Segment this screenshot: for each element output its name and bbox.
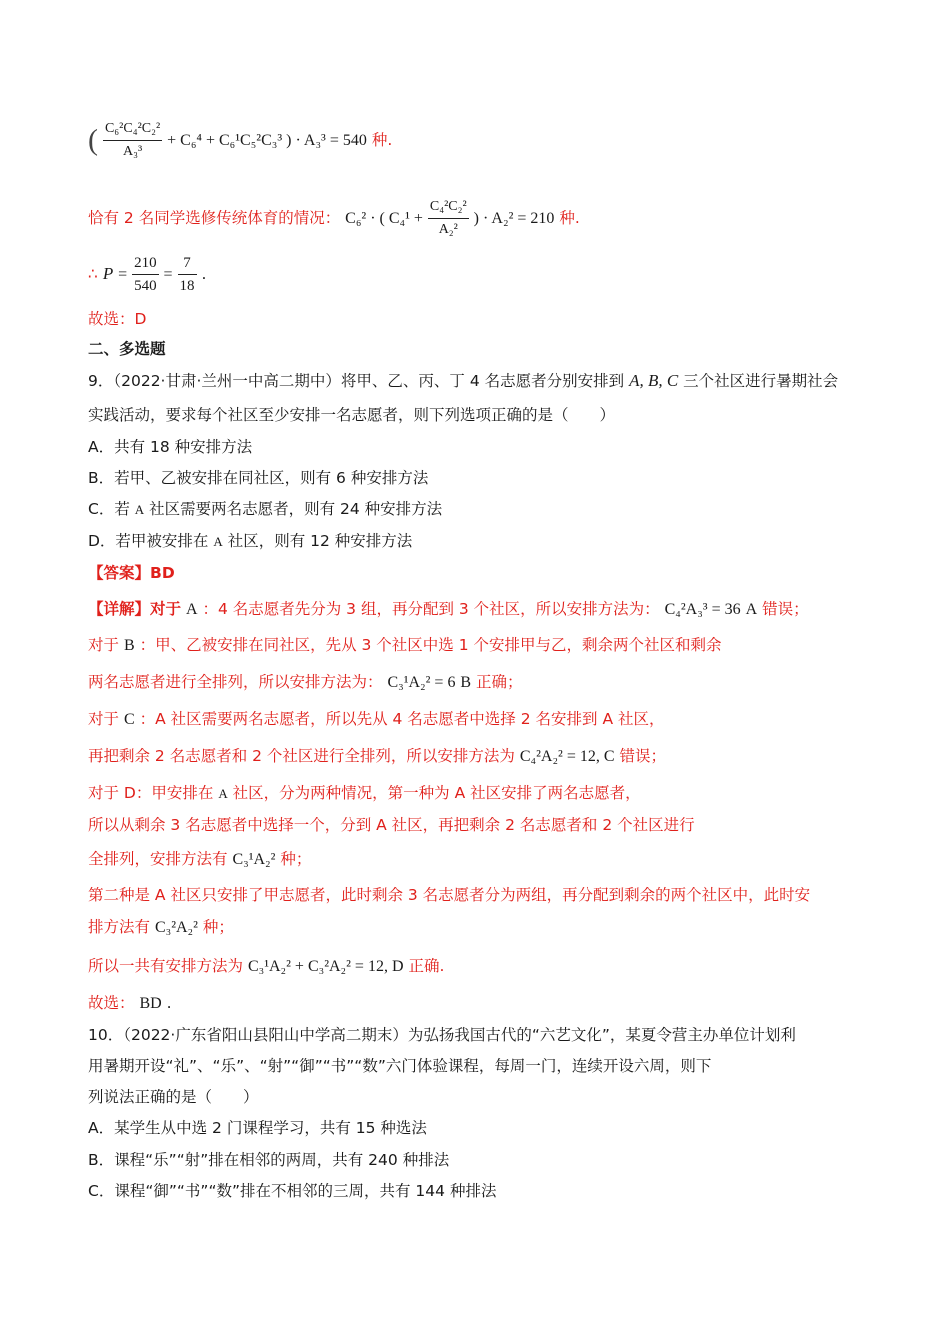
detail-math: A [218, 786, 228, 801]
q9-option-a: A．共有 18 种安排方法 [88, 438, 253, 456]
q9-line-1 [88, 370, 838, 392]
detail-expr: C₃¹A₂² [232, 851, 276, 868]
detail-expr: C₃¹A₂² + C₃²A₂² = 12, D [247, 958, 404, 975]
exact-two-label: 恰有 2 名同学选修传统体育的情况： [88, 209, 341, 227]
equals: = [163, 266, 173, 283]
q9-option-d [88, 530, 412, 553]
detail-line-7: 所以从剩余 3 名志愿者中选择一个，分到 A 社区，再把剩余 2 名志愿者和 2 个社区进行 [88, 816, 695, 834]
fraction-denominator: A₂² [438, 222, 458, 237]
detail-math: B [460, 674, 472, 691]
detail-math: C [123, 711, 135, 728]
fraction-numerator: C₄²C₂² [428, 196, 469, 219]
detail-line-6 [88, 782, 641, 805]
equals: = [118, 266, 128, 283]
fraction-denominator: A₃³ [122, 144, 143, 159]
detail-post: 错误； [619, 747, 666, 765]
detail-pre: 所以一共有安排方法为 [88, 957, 244, 975]
period: . [201, 265, 207, 283]
choose-bd-math: BD [139, 995, 162, 1012]
exact-two-line [88, 196, 580, 241]
detail-line-4 [88, 708, 664, 731]
q10-option-b: B．课程“乐”“射”排在相邻的两周，共有 240 种排法 [88, 1151, 450, 1169]
q9-option-d-post: 社区，则有 12 种安排方法 [227, 532, 413, 550]
prob-fraction-1 [132, 252, 159, 297]
detail-line-1 [88, 598, 809, 621]
prob-fraction-2 [178, 252, 197, 297]
prob-var: P [102, 264, 114, 283]
detail-post: ：A 社区需要两名志愿者，所以先从 4 名志愿者中选择 2 名安排到 A 社区， [139, 710, 665, 728]
q9-option-d-math: A [213, 534, 223, 549]
q10-line-3: 列说法正确的是（ ） [88, 1088, 259, 1106]
q10-line-1: 10．（2022·广东省阳山县阳山中学高二期末）为弘扬我国古代的“六艺文化”，某夏令营主办单位计划利 [88, 1026, 796, 1044]
detail-expr: C₃²A₂² [154, 919, 198, 936]
fraction-numerator: 210 [132, 252, 159, 275]
q9-line-2: 实践活动，要求每个社区至少安排一名志愿者，则下列选项正确的是（ ） [88, 406, 616, 424]
detail-pre: 对于 [88, 710, 120, 728]
detail-line-5 [88, 745, 666, 768]
detail-post: 错误； [762, 600, 809, 618]
unit-text: 种. [371, 131, 393, 149]
q9-option-c [88, 498, 442, 521]
exact-two-expr-post: ) · A₂² = 210 [473, 210, 555, 227]
detail-pre: 对于 D：甲安排在 [88, 784, 214, 802]
q9-option-d-pre: D．若甲被安排在 [88, 532, 209, 550]
detail-expr: C₄²A₂² = 12, C [519, 748, 615, 765]
q9-option-c-math: A [134, 502, 145, 517]
formula-rest: + C₆⁴ + C₆¹C₅²C₃³ ) · A₃³ = 540 [167, 132, 367, 149]
detail-expr: C₃¹A₂² = 6 [387, 674, 456, 691]
detail-post: ：甲、乙被安排在同社区，先从 3 个社区中选 1 个安排甲与乙，剩余两个社区和剩余 [139, 636, 722, 654]
detail-pre: 对于 [88, 636, 120, 654]
exact-two-expr-pre: C₆² · ( C₄¹ + [345, 210, 423, 227]
detail-line-10 [88, 916, 234, 939]
detail-post: 社区，分为两种情况，第一种为 A 社区安排了两名志愿者， [232, 784, 641, 802]
detail-line-8 [88, 848, 311, 871]
q10-option-c: C．课程“御”“书”“数”排在不相邻的三周，共有 144 种排法 [88, 1182, 497, 1200]
fraction-numerator: C₆²C₄²C₂² [103, 118, 162, 141]
detail-pre: 【详解】对于 [88, 600, 182, 618]
detail-pre: 再把剩余 2 名志愿者和 2 个社区进行全排列，所以安排方法为 [88, 747, 515, 765]
section-heading: 二、多选题 [88, 340, 166, 358]
fraction-denominator: 18 [179, 278, 195, 294]
detail-pre: 两名志愿者进行全排列，所以安排方法为： [88, 673, 383, 691]
detail-math: B [123, 637, 135, 654]
answer-label: 【答案】BD [88, 564, 175, 582]
detail-post: 正确； [476, 673, 523, 691]
q9-option-c-post: 社区需要两名志愿者，则有 24 种安排方法 [149, 500, 443, 518]
detail-line-2 [88, 634, 722, 657]
q9-option-c-pre: C．若 [88, 500, 130, 518]
fraction-denominator: 540 [134, 278, 157, 294]
detail-line-3 [88, 671, 523, 694]
choose-bd-end: . [166, 994, 172, 1012]
detail-mid: ：4 名志愿者先分为 3 组，再分配到 3 个社区，所以安排方法为： [202, 600, 660, 618]
detail-math: A [185, 601, 198, 618]
q9-math: A, B, C [629, 371, 679, 390]
detail-post: 正确. [408, 957, 445, 975]
q10-option-a: A．某学生从中选 2 门课程学习，共有 15 种选法 [88, 1119, 427, 1137]
therefore-symbol: ∴ [88, 265, 98, 283]
detail-pre: 排方法有 [88, 918, 151, 936]
detail-line-11 [88, 955, 444, 978]
formula-line-1 [88, 118, 392, 163]
q9-text-post: 三个社区进行暑期社会 [683, 372, 839, 390]
left-paren: ( [88, 123, 98, 157]
q10-line-2: 用暑期开设“礼”、“乐”、“射”“御”“书”“数”六门体验课程，每周一门，连续开设六周，则下 [88, 1057, 712, 1075]
detail-post: 种； [280, 850, 312, 868]
detail-expr: C₄²A₃³ = 36 [664, 601, 741, 618]
choose-bd [88, 992, 172, 1015]
choose-d: 故选：D [88, 310, 147, 328]
unit-text: 种. [559, 209, 580, 227]
fraction [103, 118, 162, 163]
choose-bd-pre: 故选： [88, 994, 135, 1012]
detail-math-2: A [745, 601, 758, 618]
detail-pre: 全排列，安排方法有 [88, 850, 228, 868]
fraction-numerator: 7 [178, 252, 197, 275]
exact-two-fraction [428, 196, 469, 241]
detail-post: 种； [202, 918, 234, 936]
probability-line [88, 252, 206, 297]
detail-line-9: 第二种是 A 社区只安排了甲志愿者，此时剩余 3 名志愿者分为两组，再分配到剩余的两个社区中，此时安 [88, 886, 811, 904]
q9-text-pre: 9．（2022·甘肃·兰州一中高二期中）将甲、乙、丙、丁 4 名志愿者分别安排到 [88, 372, 625, 390]
q9-option-b: B．若甲、乙被安排在同社区，则有 6 种安排方法 [88, 469, 429, 487]
